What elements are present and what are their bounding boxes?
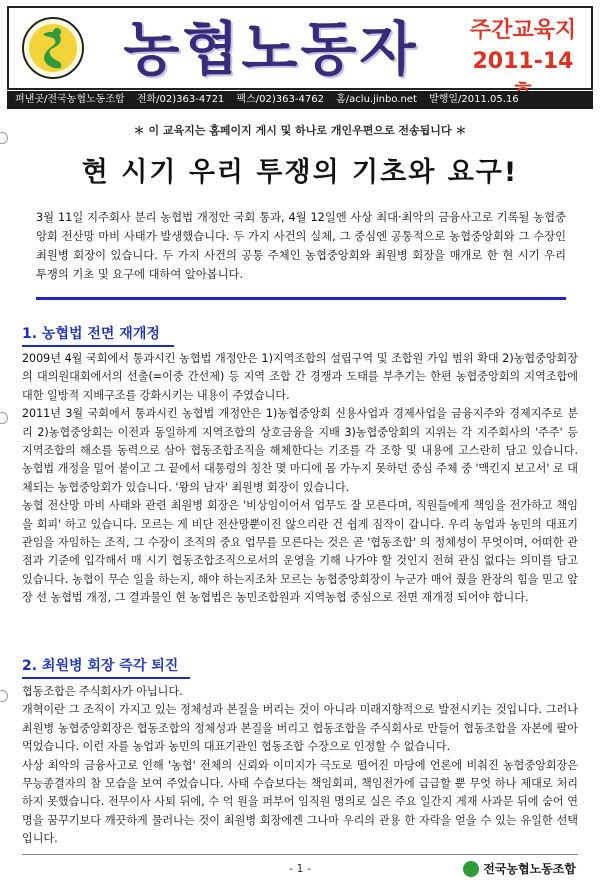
paragraph: 농협 전산망 마비 사태와 관련 최원병 회장은 '비상임이어서 업무도 잘 모른다며, 직원들에게 책임을 전가하고 책임을 회피' 하고 있습니다. 모르는 게 비단 전산망뿐이진 않으리란 건 쉽게 짐작이 갑니다. 우리 농업과 농민의 대표기관임을 자임하는 조직, 그 수장이 조직의 중요 업무를 모른다는 것은 곧 '협동조합' 의 정체성이 무엇이며, 어떠한 관점과 기준에 입각해서 매 시기 협동조합조직으로서의 운영을 기해 나가야 할 것인지 전혀 관심 없다는 의미를 담고 있습니다. 농협이 무슨 일을 하는지, 해야 하는지조차 모르는 농협중앙회장이 누군가 매어 줬을 완장의 힘을 믿고 앞장 선 농협법 개정, 그 결과물인 현 농협법은 농민조합원과 지역농협 중심으로 전면 재개정 되어야 합니다.	[22, 499, 578, 605]
headline: 현 시기 우리 투쟁의 기초와 요구!	[81, 157, 519, 188]
section-1-body	[22, 350, 578, 608]
paragraph: 협동조합은 주식회사가 아닙니다.	[22, 685, 183, 698]
intro-paragraph: 3월 11일 지주회사 분리 농협법 개정안 국회 통과, 4월 12일엔 사상 최대·최악의 금융사고로 기록될 농협중앙회 전산망 마비 사태가 발생했습니다. 두 가지 사건의 실체, 그 중심엔 공통적으로 농협중앙회와 그 수장인 최원병 회장이 있습니다. 두 가지 사건의 공통 주체인 농협중앙회와 최원병 회장을 매개로 한 현 시기 우리 투쟁의 기초 및 요구에 대하여 알아봅니다.	[36, 211, 566, 281]
masthead	[7, 6, 593, 90]
distribution-notice: ＊ 이 교육지는 홈페이지 게시 및 하나로 개인우편으로 전송됩니다 ＊	[133, 124, 467, 137]
homepage: 홈/aclu.jinbo.net	[336, 94, 417, 105]
section-2-heading: 2. 최원병 회장 즉각 퇴진	[22, 655, 190, 679]
binder-hole	[0, 412, 8, 424]
publish-date: 발행일/2011.05.16	[429, 94, 519, 105]
paragraph: 개혁이란 그 조직이 가지고 있는 정체성과 본질을 버리는 것이 아니라 미래지향적으로 발전시키는 것입니다. 그러나 최원병 농협중앙회장은 협동조합의 정체성과 본질을 버리고 협동조합을 주식회사로 만들어 협동조합을 자본에 팔아 먹었습니다. 이런 자를 농업과 농민의 대표기관인 협동조합 수장으로 인정할 수 없습니다.	[22, 703, 578, 754]
newsletter-title: 농협노동자	[123, 15, 419, 83]
paragraph: 2011년 3월 국회에서 통과시킨 농협법 개정안은 1)농협중앙회 신용사업과 경제사업을 금융지주와 경제지주로 분리 2)농협중앙회는 이전과 동일하게 지역조합의 상호금융을 지배 3)농협중앙회의 지위는 각 지주회사의 '주주' 등 지역조합의 해소를 동력으로 삼아 협동조합조직을 해체한다는 기조를 각 조항 및 내용에 고스란히 담고 있습니다. 농협법 개정을 밀어 붙이고 그 끝에서 대통령의 칭찬 몇 마디에 몸 가누지 못하던 중심 주체 중 '맥킨지 보고서' 로 대체되는 농협중앙회가 있습니다. '왕의 남자' 최원병 회장이 있습니다.	[22, 407, 578, 494]
footer-divider	[22, 854, 578, 855]
fax: 팩스/02)363-4762	[236, 94, 324, 105]
union-logo-icon	[21, 16, 85, 80]
issue-number: 2011-14	[472, 49, 574, 74]
divider	[36, 297, 566, 300]
binder-hole	[0, 690, 8, 702]
union-logo-small-icon	[463, 861, 479, 877]
paragraph: 2009년 4월 국회에서 통과시킨 농협법 개정안은 1)지역조합의 설립구역 및 조합원 가입 범위 확대 2)농협중앙회장의 대의원대회에서의 선출(=이중 간선제) 등 지역 조합 간 경쟁과 도태를 부추기는 한편 농협중앙회의 지역조합에 대한 일방적 지배구조를 강화시키는 내용이 주였습니다.	[22, 352, 578, 402]
page-number: - 1 -	[289, 862, 311, 875]
publisher: 펴낸곳/전국농협노동조합	[15, 94, 125, 105]
section-1-heading: 1. 농협법 전면 재개정	[22, 323, 174, 347]
section-2-body	[22, 683, 578, 849]
footer-org-name: 전국농협노동조합	[483, 862, 576, 876]
phone: 전화/02)363-4721	[136, 94, 225, 105]
issue-kind: 주간교육지	[469, 18, 577, 43]
footer-organization	[463, 860, 576, 877]
paragraph: 사상 최악의 금융사고로 인해 '농협' 전체의 신뢰와 이미지가 극도로 떨어진 마당에 언론에 비춰진 농협중앙회장은 무능종결자의 참 모습을 보여 주었습니다. 사태 수습보다는 책임회피, 책임전가에 급급할 뿐 무엇 하나 제대로 처리하지 못했습니다. 전무이사 사퇴 뒤에, 수 억 원을 퍼부어 임직원 명의로 실은 주요 일간지 게재 사과문 뒤에 숨어 연명을 꿈꾸기보다 깨끗하게 물러나는 것이 최원병 회장에겐 그나마 우리의 관용 한 자락을 얻을 수 있는 유일한 선택입니다.	[22, 758, 578, 846]
publisher-info-bar	[7, 91, 593, 109]
